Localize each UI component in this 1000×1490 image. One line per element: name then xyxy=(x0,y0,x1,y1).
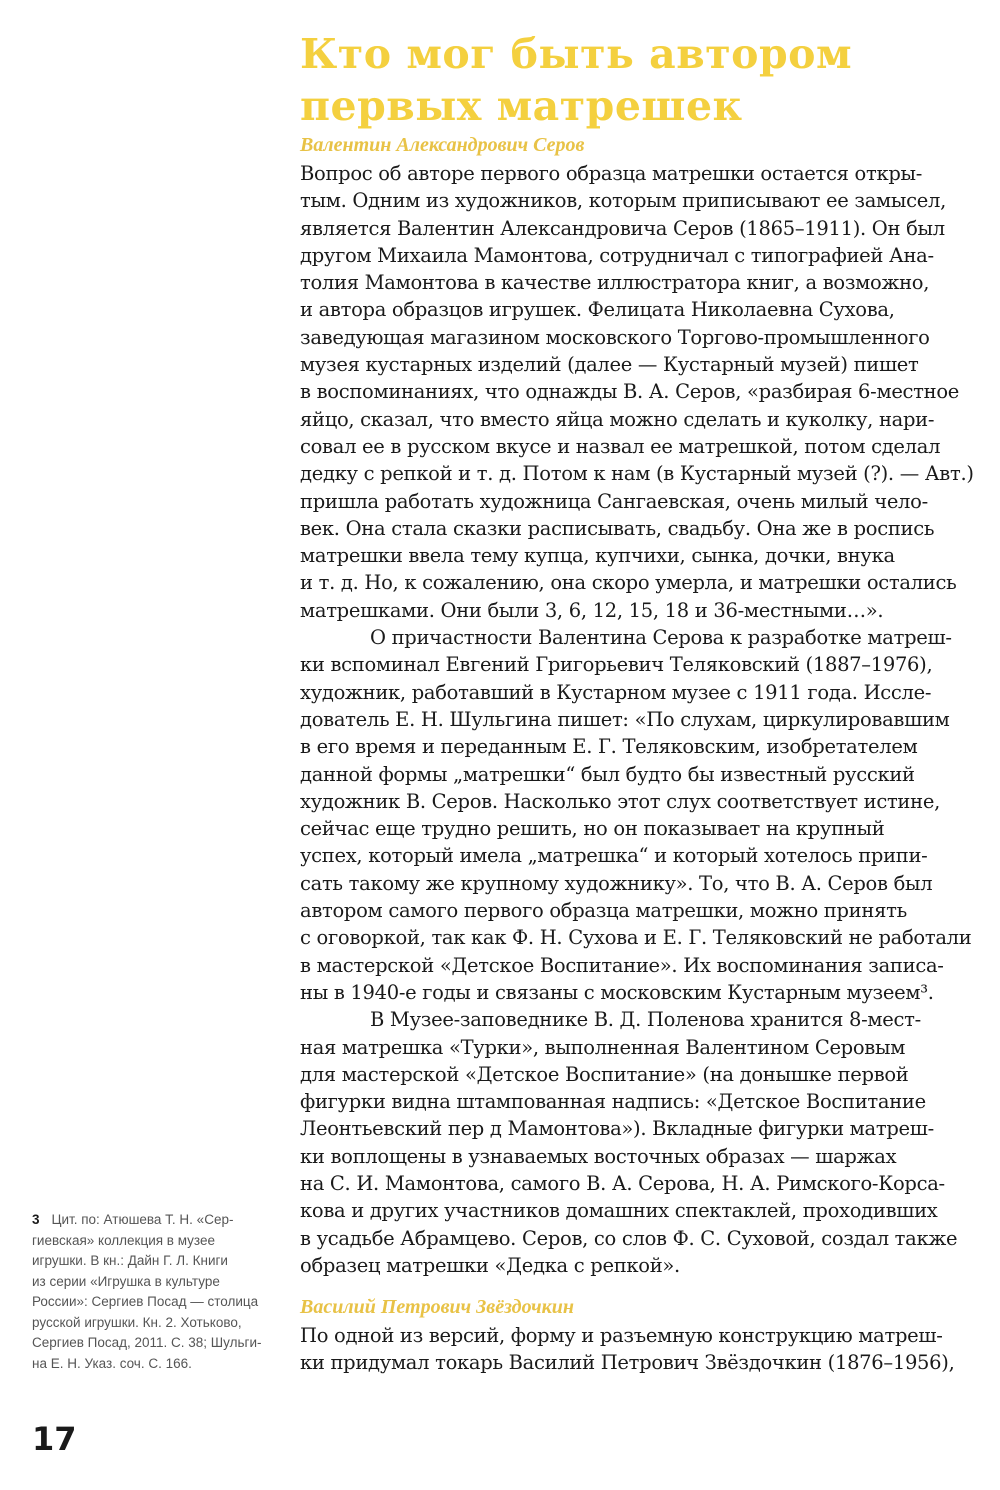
title-line-2: первых матрешек xyxy=(300,82,743,130)
text-line: и автора образцов игрушек. Фелицата Николаевна Сухова, xyxy=(300,298,895,322)
text-line: дедку с репкой и т. д. Потом к нам (в Кустарный музей (?). — Авт.) xyxy=(300,462,974,486)
section-body-serov xyxy=(300,160,974,1279)
text-line: в мастерской «Детское Воспитание». Их воспоминания записа- xyxy=(300,953,944,977)
text-line: и т. д. Но, к сожалению, она скоро умерла, и матрешки остались xyxy=(300,571,957,595)
text-line: матрешками. Они были 3, 6, 12, 15, 18 и 36-местными…». xyxy=(300,598,884,622)
text-line: яйцо, сказал, что вместо яйца можно сделать и куколку, нари- xyxy=(300,407,935,431)
section-body-zvezdochkin xyxy=(300,1322,960,1377)
text-line: успех, который имела „матрешка“ и который хотелось припи- xyxy=(300,844,928,868)
text-line: В Музее-заповеднике В. Д. Поленова хранится 8-мест- xyxy=(370,1008,921,1032)
title-line-1: Кто мог быть автором xyxy=(300,30,853,78)
text-line: пришла работать художница Сангаевская, очень милый чело- xyxy=(300,489,928,513)
text-line: толия Мамонтова в качестве иллюстратора книг, а возможно, xyxy=(300,271,930,295)
text-line: на С. И. Мамонтова, самого В. А. Серова, Н. А. Римского-Корса- xyxy=(300,1171,945,1195)
text-line: в усадьбе Абрамцево. Серов, со слов Ф. С. Суховой, создал также xyxy=(300,1226,958,1250)
footnote-line: Сергиев Посад, 2011. С. 38; Шульги- xyxy=(32,1335,262,1350)
text-line: для мастерской «Детское Воспитание» (на донышке первой xyxy=(300,1062,909,1086)
footnote-text: Цит. по: Атюшева Т. Н. «Сер- xyxy=(51,1212,234,1227)
footnote-line xyxy=(32,1210,262,1231)
article-title xyxy=(300,28,980,132)
text-line: Вопрос об авторе первого образца матрешки остается откры- xyxy=(300,162,923,185)
page-number: 17 xyxy=(32,1420,77,1458)
text-line: ная матрешка «Турки», выполненная Валентином Серовым xyxy=(300,1035,906,1059)
text-line: тым. Одним из художников, которым приписывают ее замысел, xyxy=(300,189,946,213)
text-line: ки вспоминал Евгений Григорьевич Теляковский (1887–1976), xyxy=(300,653,933,677)
text-line: кова и других участников домашних спектаклей, проходивших xyxy=(300,1199,938,1223)
text-line: ны в 1940-е годы и связаны с московским Кустарным музеем³. xyxy=(300,980,934,1004)
text-line: ки воплощены в узнаваемых восточных образах — шаржах xyxy=(300,1144,897,1168)
text-line: заведующая магазином московского Торгово-промышленного xyxy=(300,325,930,349)
text-line: сейчас еще трудно решить, но он показывает на крупный xyxy=(300,817,885,841)
text-line: с оговоркой, так как Ф. Н. Сухова и Е. Г. Теляковский не работали xyxy=(300,926,972,950)
text-line: автором самого первого образца матрешки, можно принять xyxy=(300,899,907,923)
footnote xyxy=(32,1210,262,1374)
footnote-line: России»: Сергиев Посад — столица xyxy=(32,1294,259,1309)
text-line: фигурки видна штампованная надпись: «Детское Воспитание xyxy=(300,1090,926,1114)
text-line: другом Михаила Мамонтова, сотрудничал с типографией Ана- xyxy=(300,243,934,267)
text-line: музея кустарных изделий (далее — Кустарный музей) пишет xyxy=(300,353,919,377)
text-line: матрешки ввела тему купца, купчихи, сынка, дочки, внука xyxy=(300,544,895,568)
footnote-number: 3 xyxy=(32,1212,40,1227)
text-line: в воспоминаниях, что однажды В. А. Серов, «разбирая 6-местное xyxy=(300,380,960,404)
text-line: О причастности Валентина Серова к разработке матреш- xyxy=(370,626,952,650)
text-line: образец матрешки «Дедка с репкой». xyxy=(300,1253,680,1277)
footnote-line: русской игрушки. Кн. 2. Хотьково, xyxy=(32,1314,242,1330)
text-line: художник В. Серов. Насколько этот слух соответствует истине, xyxy=(300,789,940,813)
text-line: в его время и переданным Е. Г. Теляковским, изобретателем xyxy=(300,735,918,759)
footnote-line: из серии «Игрушка в культуре xyxy=(32,1273,220,1289)
text-line: ки придумал токарь Василий Петрович Звёздочкин (1876–1956), xyxy=(300,1351,955,1375)
text-line: Леонтьевский пер д Мамонтова»). Вкладные фигурки матреш- xyxy=(300,1117,934,1141)
text-line: дователь Е. Н. Шульгина пишет: «По слухам, циркулировавшим xyxy=(300,707,950,731)
footnote-line: игрушки. В кн.: Дайн Г. Л. Книги xyxy=(32,1253,228,1268)
text-line: совал ее в русском вкусе и назвал ее матрешкой, потом сделал xyxy=(300,434,941,458)
text-line: данной формы „матрешки“ был будто бы известный русский xyxy=(300,762,915,786)
footnote-line: гиевская» коллекция в музее xyxy=(32,1232,215,1248)
text-line: художник, работавший в Кустарном музее с 1911 года. Иссле- xyxy=(300,680,932,704)
text-line: век. Она стала сказки расписывать, свадьбу. Она же в роспись xyxy=(300,516,935,540)
section-heading-zvezdochkin: Василий Петрович Звёздочкин xyxy=(300,1296,574,1318)
text-line: сать такому же крупному художнику». То, что В. А. Серов был xyxy=(300,871,933,895)
section-heading-serov: Валентин Александрович Серов xyxy=(300,134,585,156)
text-line: По одной из версий, форму и разъемную конструкцию матреш- xyxy=(300,1324,943,1347)
footnote-line: на Е. Н. Указ. соч. С. 166. xyxy=(32,1355,192,1371)
text-line: является Валентин Александровича Серов (1865–1911). Он был xyxy=(300,216,945,240)
